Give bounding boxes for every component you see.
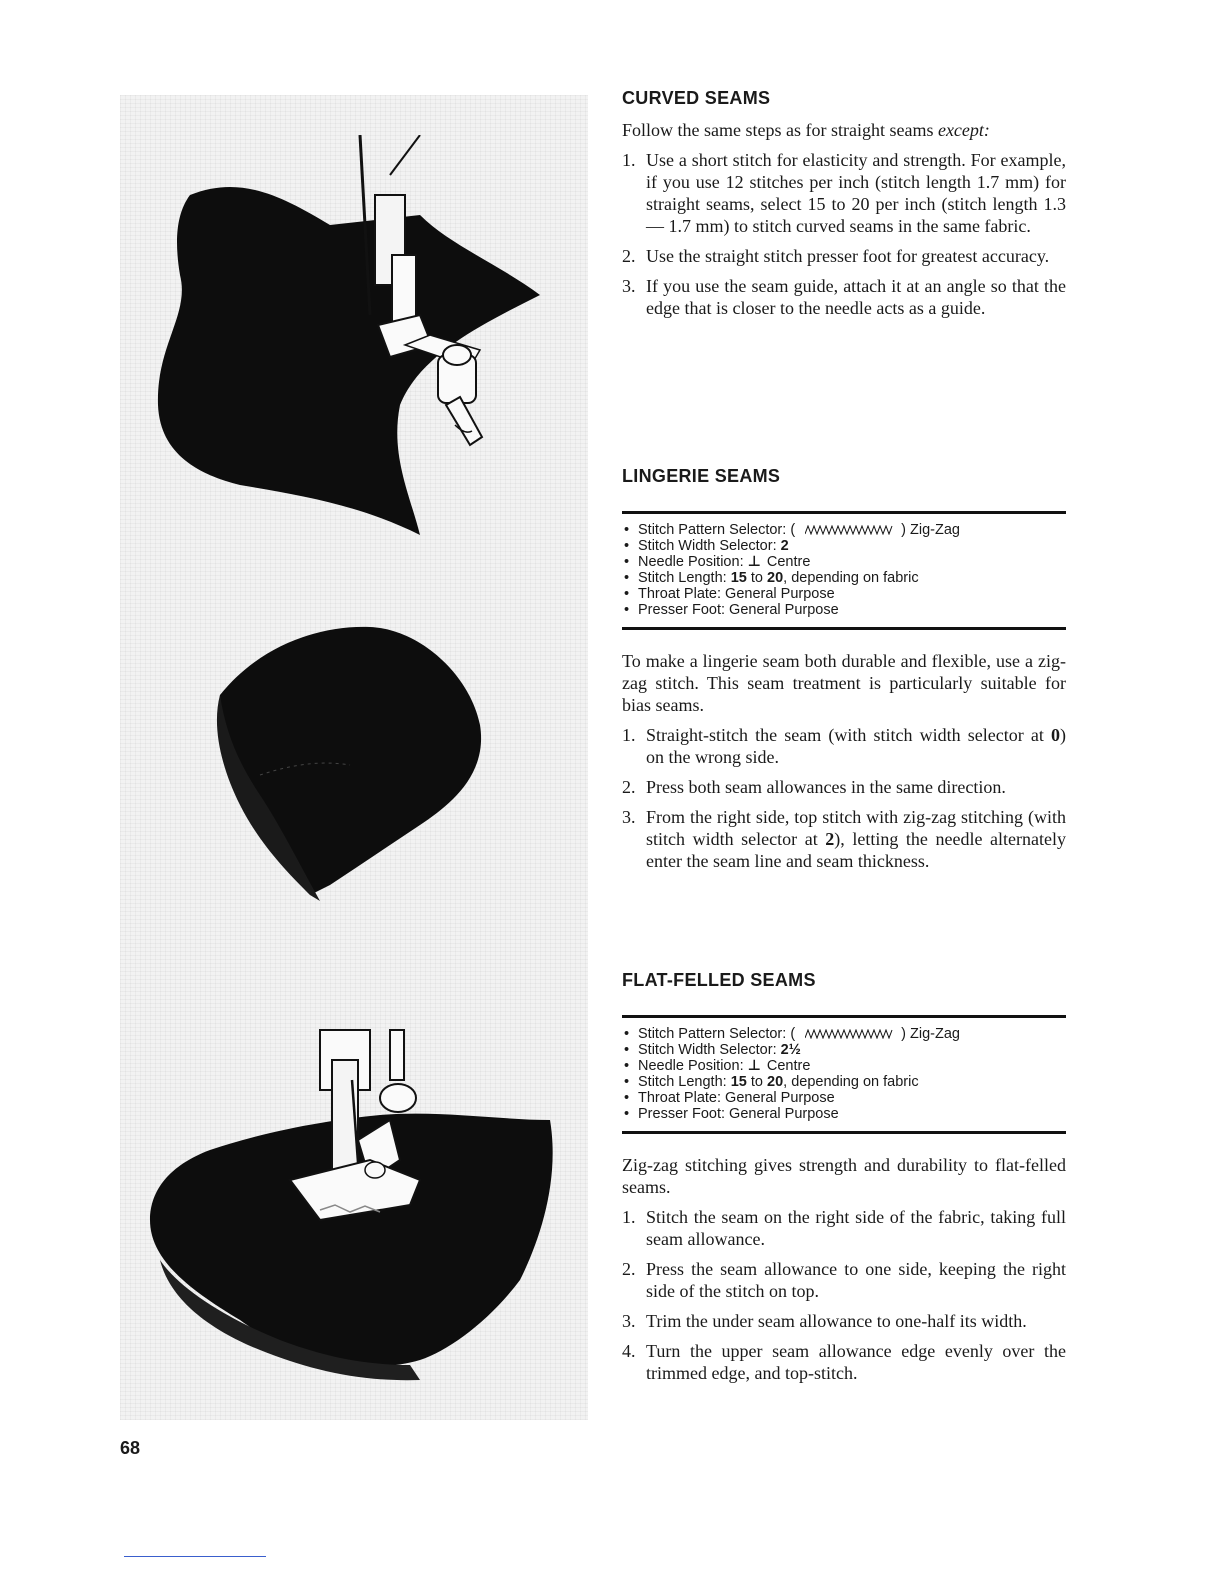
footer-rule: [124, 1556, 266, 1557]
settings-pattern: • Stitch Pattern Selector: ( ) Zig-Zag: [622, 1026, 1066, 1042]
flat-felled-steps-list: [622, 1206, 1066, 1384]
settings-throat: • Throat Plate: General Purpose: [622, 1090, 1066, 1106]
zigzag-pattern-icon: [805, 525, 895, 535]
flat-felled-seams-heading: FLAT-FELLED SEAMS: [622, 970, 816, 990]
settings-width: • Stitch Width Selector: 2: [622, 538, 1066, 554]
flat-felled-seam-illustration: [120, 1020, 588, 1420]
curved-seam-illustration: [120, 135, 588, 595]
page-number: 68: [120, 1438, 141, 1458]
list-item: 2. Press both seam allowances in the same direction.: [622, 777, 1006, 797]
list-item: 4. Turn the upper seam allowance edge evenly over the trimmed edge, and top-stitch.: [622, 1341, 1066, 1383]
lingerie-intro: To make a lingerie seam both durable and flexible, use a zig-zag stitch. This seam treatment is particularly suitable for bias seams.: [622, 651, 1066, 715]
curved-seams-section: [622, 88, 1066, 319]
lingerie-steps-list: [622, 724, 1066, 872]
list-item: 2. Press the seam allowance to one side, keeping the right side of the stitch on top.: [622, 1259, 1066, 1301]
lingerie-seams-section: [622, 466, 1066, 872]
list-item: 1. Straight-stitch the seam (with stitch width selector at 0) on the wrong side.: [622, 725, 1066, 767]
list-item: 1. Use a short stitch for elasticity and strength. For example, if you use 12 stitches per inch (stitch length 1.7 mm) for straight seams, select 15 to 20 per inch (stitch length 1.3 — 1.7 mm) to stitch curved seams in the same fabric.: [622, 150, 1066, 236]
lingerie-seam-illustration: [120, 615, 588, 915]
curved-seams-heading: CURVED SEAMS: [622, 88, 771, 108]
settings-pattern: • Stitch Pattern Selector: ( ) Zig-Zag: [622, 522, 1066, 538]
settings-length: • Stitch Length: 15 to 20, depending on fabric: [622, 1074, 1066, 1090]
list-item: 1. Stitch the seam on the right side of the fabric, taking full seam allowance.: [622, 1207, 1066, 1249]
list-item: 2. Use the straight stitch presser foot for greatest accuracy.: [622, 246, 1050, 266]
settings-foot: • Presser Foot: General Purpose: [622, 602, 1066, 618]
settings-needle: • Needle Position: ⊥ Centre: [622, 1058, 1066, 1074]
flat-felled-settings-box: [622, 1015, 1066, 1134]
settings-needle: • Needle Position: ⊥ Centre: [622, 554, 1066, 570]
settings-foot: • Presser Foot: General Purpose: [622, 1106, 1066, 1122]
settings-throat: • Throat Plate: General Purpose: [622, 586, 1066, 602]
lingerie-settings-box: [622, 511, 1066, 630]
list-item: 3. If you use the seam guide, attach it at an angle so that the edge that is closer to the needle acts as a guide.: [622, 276, 1066, 318]
flat-felled-intro: Zig-zag stitching gives strength and durability to flat-felled seams.: [622, 1155, 1066, 1197]
settings-width: • Stitch Width Selector: 2½: [622, 1042, 1066, 1058]
needle-position-icon: ⊥: [747, 1058, 761, 1074]
needle-position-icon: ⊥: [747, 554, 761, 570]
list-item: 3. From the right side, top stitch with zig-zag stitching (with stitch width selector at 2), letting the needle alternately enter the seam line and seam thickness.: [622, 807, 1066, 871]
settings-length: • Stitch Length: 15 to 20, depending on fabric: [622, 570, 1066, 586]
curved-steps-list: [622, 149, 1066, 319]
flat-felled-seams-section: [622, 970, 1066, 1384]
list-item: 3. Trim the under seam allowance to one-half its width.: [622, 1311, 1027, 1331]
zigzag-pattern-icon: [805, 1029, 895, 1039]
lingerie-seams-heading: LINGERIE SEAMS: [622, 466, 781, 486]
curved-intro: Follow the same steps as for straight seams except:: [622, 120, 990, 140]
illustration-column: [120, 95, 588, 1420]
